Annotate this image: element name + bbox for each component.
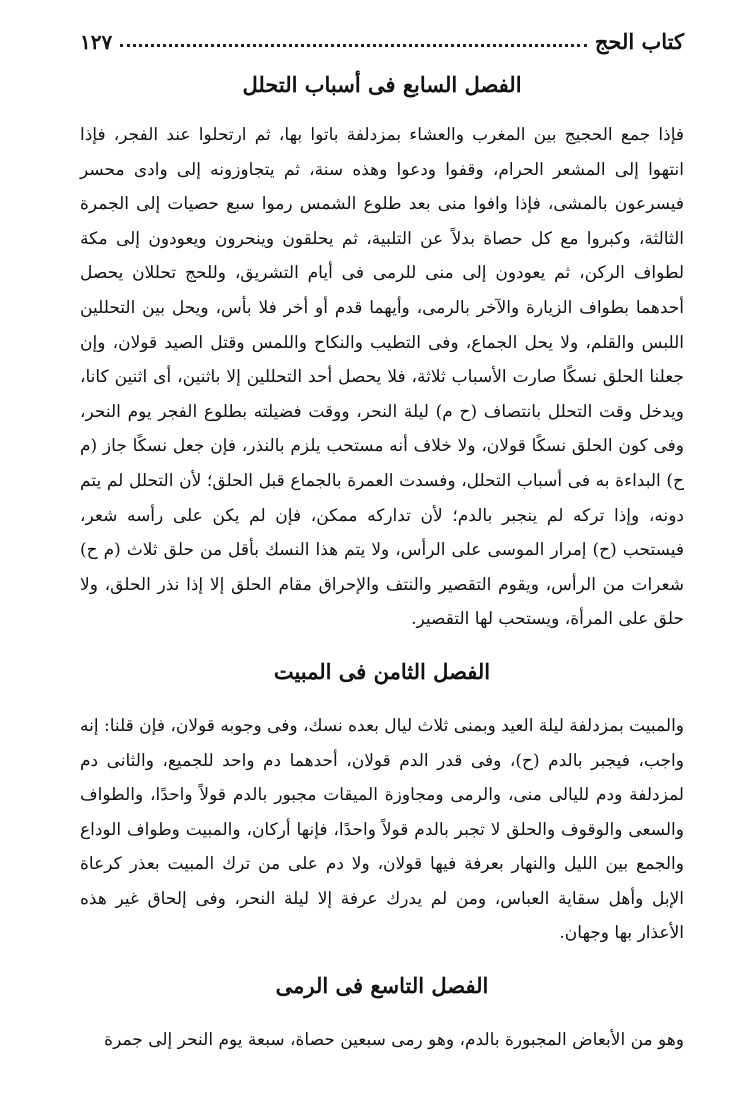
book-title: كتاب الحج <box>594 29 684 54</box>
section-body-7: فإذا جمع الحجيج بين المغرب والعشاء بمزدلفة باتوا بها، ثم ارتحلوا عند الفجر، فإذا انتهوا إلى المشعر الحرام، وقفوا ودعوا وهذه سنة، ثم يتجاوزونه إلى وادى محسر فيسرعون بالمشى، فإذا وافوا منى بعد طلوع الشمس رموا سبع حصيات إلى الجمرة الثالثة، وكبروا مع كل حصاة بدلاً عن التلبية، ثم يحلقون وينحرون ويعودون إلى مكة لطواف الركن، ثم يعودون إلى منى للرمى فى أيام التشريق، وللحج تحللان يحصل أحدهما بطواف الزيارة والآخر بالرمى، وأيهما قدم أو أخر فلا بأس، ويحل بين التحللين اللبس والقلم، ولا يحل الجماع، وفى التطيب والنكاح واللمس وقتل الصيد قولان، وإن جعلنا الحلق نسكًا صارت الأسباب ثلاثة، فلا يحصل أحد التحللين إلا باثنين، أى اثنين كانا، ويدخل وقت التحلل بانتصاف (ح م) ليلة النحر، ووقت فضيلته بطلوع الفجر يوم النحر، وفى كون الحلق نسكًا قولان، ولا خلاف أنه مستحب يلزم بالنذر، فإن جعل نسكًا جاز (م ح) البداءة به فى أسباب التحلل، وفسدت العمرة بالجماع قبل الحلق؛ لأن التحلل لم يتم دونه، وإذا تركه لم ينجبر بالدم؛ لأن تداركه ممكن، فإن لم يكن على رأسه شعر، فيستحب (ح) إمرار الموسى على الرأس، ولا يتم هذا النسك بأقل من حلق ثلاث (م ح) شعرات من الرأس، ويقوم التقصير والنتف والإحراق مقام الحلق إلا إذا نذر الحلق، ولا حلق على المرأة، ويستحب لها التقصير. <box>80 125 684 630</box>
dotted-leader <box>120 44 587 47</box>
section-heading-9: الفصل التاسع فى الرمى <box>275 973 489 999</box>
page-number: ١٢٧ <box>80 30 113 54</box>
section-heading-7: الفصل السابع فى أسباب التحلل <box>242 72 522 97</box>
running-header <box>80 26 684 58</box>
section-body-9: وهو من الأبعاض المجبورة بالدم، وهو رمى سبعين حصاة، سبعة يوم النحر إلى جمرة <box>104 1030 684 1051</box>
section-body-8: والمبيت بمزدلفة ليلة العيد وبمنى ثلاث ليال بعده نسك، وفى وجوبه قولان، فإن قلنا: إنه واجب، فيجبر بالدم (ح)، وفى قدر الدم قولان، أحدهما دم واحد للجميع، والثانى دم لمزدلفة ودم لليالى منى، والرمى ومجاوزة الميقات مجبور بالدم قولاً واحدًا، والطواف والسعى والوقوف والحلق لا تجبر بالدم قولاً واحدًا، فإنها أركان، والمبيت وطواف الوداع والجمع بين الليل والنهار بعرفة فيها قولان، ولا دم على من ترك المبيت بعذر كرعاة الإبل وأهل سقاية العباس، ومن لم يدرك عرفة إلا ليلة النحر، وفى إلحاق غير هذه الأعذار بها وجهان. <box>80 715 684 944</box>
section-heading-8: الفصل الثامن فى المبيت <box>273 658 491 684</box>
